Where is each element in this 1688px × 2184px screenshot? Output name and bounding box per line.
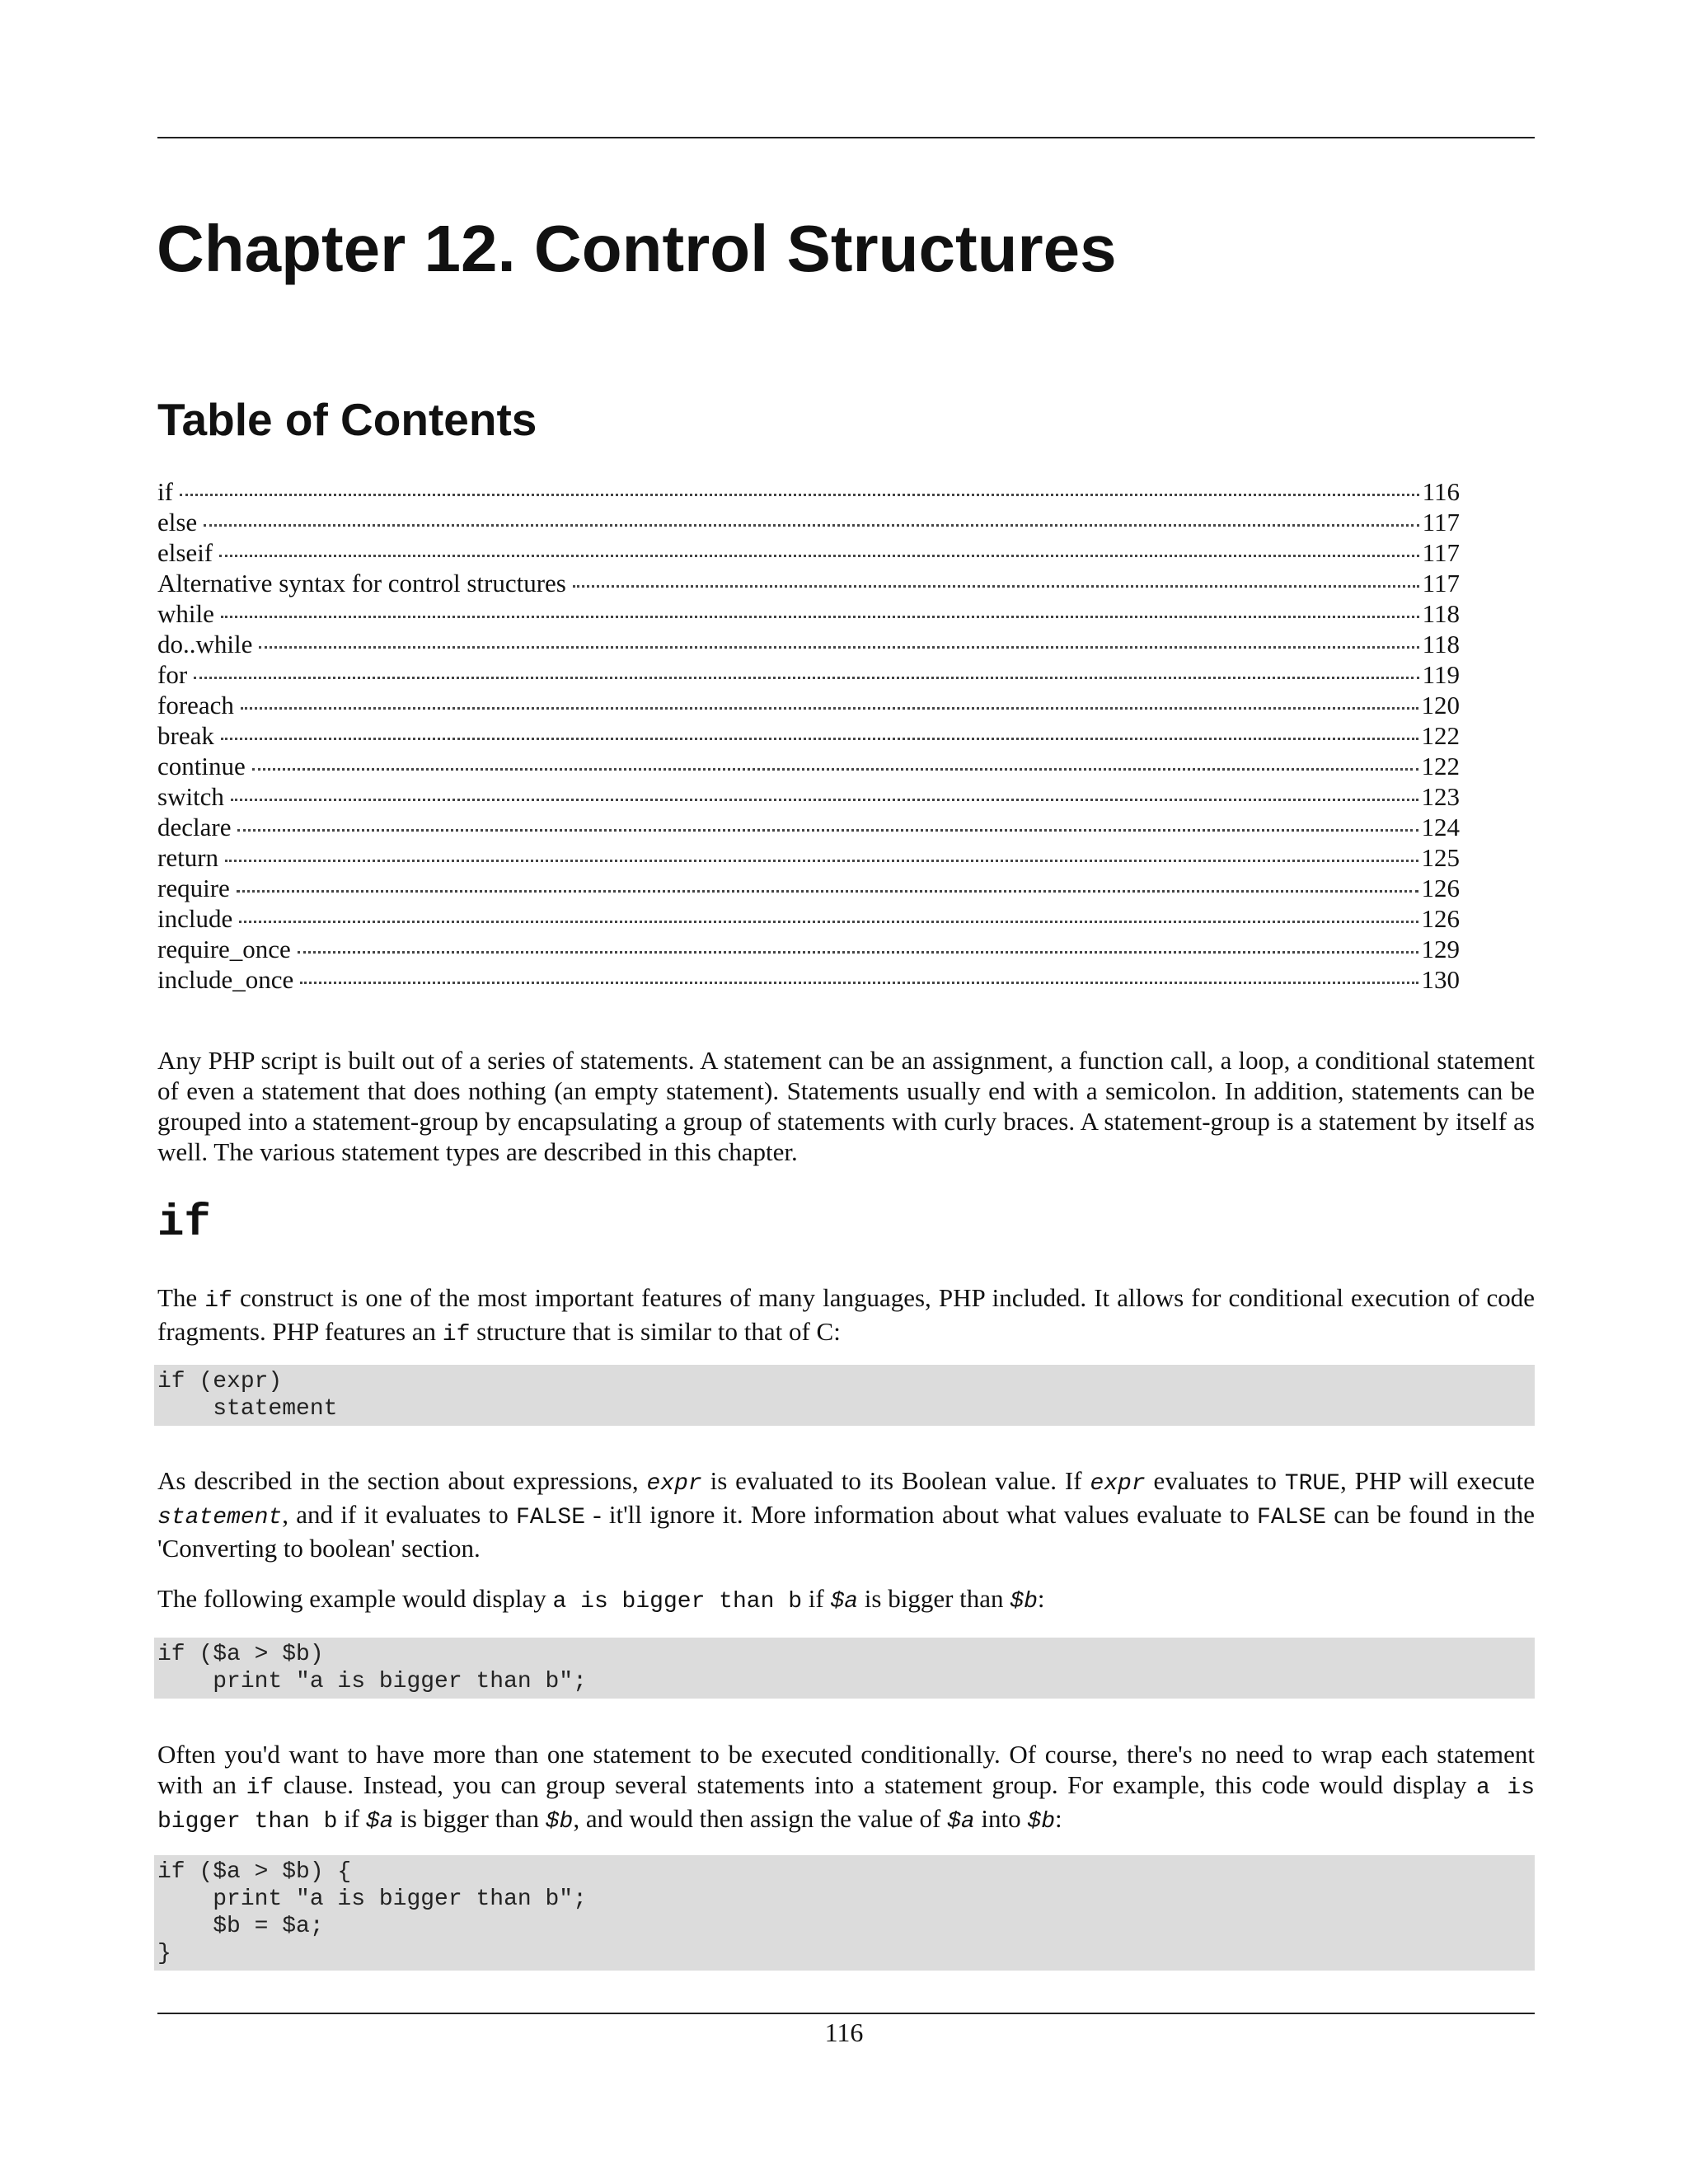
text-run: Often you'd want to have more than one statement to be executed conditionally. Of course, there's no need to wrap each statement with an — [157, 1740, 1535, 1799]
text-run: , and would then assign the value of — [573, 1804, 948, 1833]
toc-entry-page: 126 — [1421, 874, 1460, 902]
text-run: structure that is similar to that of C: — [470, 1317, 841, 1346]
toc-entry[interactable] — [157, 690, 1460, 720]
toc-leader-dots — [231, 798, 1418, 801]
text-run: construct is one of the most important features of many languages, PHP included. It allows for conditional execution of code fragments. PHP features an — [157, 1283, 1535, 1346]
if-description-paragraph — [157, 1282, 1535, 1350]
toc-entry[interactable] — [157, 781, 1460, 812]
toc-leader-dots — [221, 737, 1418, 740]
inline-code: $b — [1027, 1809, 1056, 1835]
toc-entry[interactable] — [157, 598, 1460, 629]
toc-entry-page: 117 — [1422, 569, 1460, 598]
header-rule — [157, 137, 1535, 138]
toc-entry-page: 126 — [1421, 904, 1460, 933]
toc-entry-label: declare — [157, 813, 232, 841]
expr-evaluation-paragraph — [157, 1465, 1535, 1563]
intro-paragraph: Any PHP script is built out of a series of statements. A statement can be an assignment, a function call, a loop, a conditional statement of even a statement that does nothing (an empty statement). Statements usually end with a semicolon. In addition, statements can be grouped into a statement-group by encapsulating a group of statements with curly braces. A statement-group is a statement by itself as well. The various statement types are described in this chapter. — [157, 1046, 1535, 1166]
toc-entry[interactable] — [157, 873, 1460, 903]
toc-entry-label: continue — [157, 752, 246, 780]
toc-entry-page: 129 — [1421, 935, 1460, 963]
toc-entry-label: break — [157, 721, 214, 750]
section-heading-if: if — [157, 1198, 211, 1249]
toc-leader-dots — [298, 950, 1418, 954]
toc-entry-label: Alternative syntax for control structures — [157, 569, 566, 598]
toc-entry[interactable] — [157, 507, 1460, 537]
toc-leader-dots — [225, 859, 1418, 862]
inline-code: expr — [646, 1471, 702, 1497]
toc-entry-label: include_once — [157, 965, 294, 994]
page-number: 116 — [824, 2018, 864, 2047]
code-block-if-example[interactable]: if ($a > $b) print "a is bigger than b"; — [154, 1638, 1535, 1699]
toc-leader-dots — [252, 767, 1418, 771]
toc-entry-page: 118 — [1422, 630, 1460, 658]
toc-leader-dots — [194, 676, 1418, 679]
toc-entry-page: 119 — [1422, 660, 1460, 689]
toc-entry[interactable] — [157, 934, 1460, 964]
toc-entry[interactable] — [157, 537, 1460, 568]
toc-entry[interactable] — [157, 568, 1460, 598]
text-run: is evaluated to its Boolean value. If — [701, 1466, 1090, 1495]
inline-code: $a — [365, 1809, 394, 1835]
toc-entry-label: return — [157, 843, 219, 872]
toc-leader-dots — [300, 981, 1418, 984]
toc-leader-dots — [259, 645, 1418, 649]
text-run: can be found in the 'Converting to boolean' section. — [157, 1500, 1535, 1563]
toc-entry-page: 122 — [1421, 721, 1460, 750]
text-run: : — [1055, 1804, 1062, 1833]
text-run: clause. Instead, you can group several statements into a statement group. For example, this code would display — [274, 1770, 1476, 1799]
toc-entry[interactable] — [157, 842, 1460, 873]
inline-code: FALSE — [1257, 1505, 1327, 1530]
toc-entry-label: switch — [157, 782, 224, 811]
toc-leader-dots — [204, 523, 1418, 527]
text-run: is bigger than — [858, 1584, 1010, 1613]
chapter-title: Chapter 12. Control Structures — [157, 212, 1117, 285]
code-block-statement-group[interactable]: if ($a > $b) { print "a is bigger than b"; $b = $a; } — [154, 1855, 1535, 1971]
inline-code: if — [442, 1322, 471, 1347]
toc-entry-label: else — [157, 508, 198, 537]
toc-entry-page: 125 — [1421, 843, 1460, 872]
toc-entry-page: 122 — [1421, 752, 1460, 780]
toc-entry-page: 130 — [1421, 965, 1460, 994]
text-run: - it'll ignore it. More information about what values evaluate to — [585, 1500, 1258, 1529]
toc-entry-page: 117 — [1422, 538, 1460, 567]
toc-entry-page: 124 — [1421, 813, 1460, 841]
toc-entry[interactable] — [157, 964, 1460, 995]
toc-leader-dots — [180, 493, 1419, 496]
toc-leader-dots — [573, 584, 1419, 588]
text-run: evaluates to — [1145, 1466, 1285, 1495]
text-run: The following example would display — [157, 1584, 553, 1613]
toc-entry-page: 118 — [1422, 599, 1460, 628]
text-run: if — [802, 1584, 831, 1613]
inline-code: if — [204, 1288, 232, 1314]
toc-entry-page: 117 — [1422, 508, 1460, 537]
toc-leader-dots — [241, 706, 1418, 710]
text-run: The — [157, 1283, 205, 1312]
example-intro-paragraph — [157, 1583, 1535, 1617]
inline-code: a is bigger than b — [552, 1589, 802, 1615]
inline-code: $a — [947, 1809, 975, 1835]
toc-entry[interactable] — [157, 476, 1460, 507]
toc-entry-label: if — [157, 477, 173, 506]
text-run: : — [1037, 1584, 1045, 1613]
inline-code: TRUE — [1284, 1471, 1340, 1497]
inline-code: FALSE — [515, 1505, 585, 1530]
toc-entry[interactable] — [157, 659, 1460, 690]
toc-leader-dots — [239, 920, 1418, 923]
inline-code: a is bigger than b — [157, 1775, 1535, 1835]
inline-code: if — [246, 1775, 274, 1801]
table-of-contents — [157, 476, 1460, 995]
toc-entry[interactable] — [157, 903, 1460, 934]
inline-code: $b — [1010, 1589, 1038, 1615]
text-run: into — [974, 1804, 1028, 1833]
toc-leader-dots — [221, 615, 1419, 618]
toc-leader-dots — [237, 828, 1418, 832]
toc-leader-dots — [219, 554, 1419, 557]
footer-rule — [157, 2013, 1535, 2014]
text-run: , PHP will execute — [1339, 1466, 1535, 1495]
toc-leader-dots — [237, 889, 1418, 893]
toc-entry[interactable] — [157, 720, 1460, 751]
code-block-if-syntax[interactable]: if (expr) statement — [154, 1365, 1535, 1426]
toc-entry-label: for — [157, 660, 188, 689]
toc-entry-label: require_once — [157, 935, 291, 963]
toc-entry-label: require — [157, 874, 230, 902]
toc-entry-label: elseif — [157, 538, 213, 567]
text-run: , and if it evaluates to — [282, 1500, 516, 1529]
inline-code: $a — [830, 1589, 859, 1615]
statement-group-paragraph — [157, 1739, 1535, 1837]
toc-title: Table of Contents — [157, 394, 537, 445]
toc-entry-label: do..while — [157, 630, 253, 658]
toc-entry-label: include — [157, 904, 233, 933]
inline-code: $b — [545, 1809, 574, 1835]
toc-entry-label: foreach — [157, 691, 234, 719]
toc-entry[interactable] — [157, 629, 1460, 659]
toc-entry-label: while — [157, 599, 214, 628]
inline-code: statement — [157, 1505, 283, 1530]
toc-entry-page: 120 — [1421, 691, 1460, 719]
toc-entry-page: 116 — [1422, 477, 1460, 506]
toc-entry-page: 123 — [1421, 782, 1460, 811]
toc-entry[interactable] — [157, 812, 1460, 842]
inline-code: expr — [1090, 1471, 1146, 1497]
toc-entry[interactable] — [157, 751, 1460, 781]
text-run: As described in the section about expressions, — [157, 1466, 647, 1495]
text-run: if — [337, 1804, 366, 1833]
text-run: is bigger than — [393, 1804, 546, 1833]
